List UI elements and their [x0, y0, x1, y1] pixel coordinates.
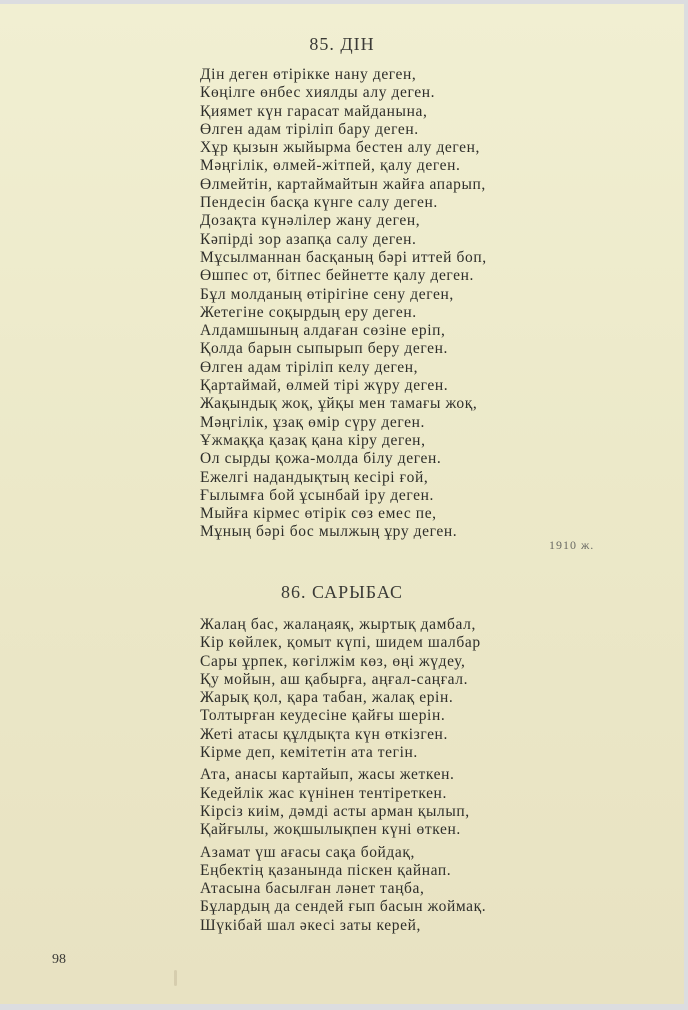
poem-line: Ғылымға бой ұсынбай іру деген.	[200, 486, 434, 504]
poem-date: 1910 ж.	[549, 538, 595, 552]
poem-title-85: 85. ДІН	[309, 34, 375, 54]
poem-line: Пендесін басқа күнге салу деген.	[200, 194, 438, 212]
poem-line: Жеті атасы құлдықта күн өткізген.	[200, 725, 448, 743]
poem-line: Қартаймай, өлмей тірі жүру деген.	[200, 377, 449, 395]
poem-85-body	[200, 66, 487, 542]
page-number: 98	[52, 952, 66, 967]
poem-line: Қайғылы, жоқшылықпен күні өткен.	[200, 821, 461, 839]
poem-line: Өлген адам тіріліп бару деген.	[200, 120, 419, 138]
poem-line: Кірсіз киім, дәмді асты арман қылып,	[200, 802, 470, 820]
poem-line: Кедейлік жас күнінен тентіреткен.	[200, 784, 447, 802]
poem-line: Ұжмаққа қазақ қана кіру деген,	[200, 431, 426, 449]
poem-line: Мұсылманнан басқаның бәрі иттей боп,	[200, 248, 487, 266]
poem-line: Жақындық жоқ, ұйқы мен тамағы жоқ,	[200, 395, 478, 413]
poem-line: Сары ұрпек, көгілжім көз, өңі жүдеу,	[200, 652, 466, 670]
poem-line: Хұр қызын жыйырма бестен алу деген,	[200, 139, 481, 157]
poem-line: Көңілге өнбес хиялды алу деген.	[200, 84, 436, 102]
poem-line: Мәңгілік, ұзақ өмір сүру деген.	[200, 413, 425, 431]
poem-line: Атасына басылған ләнет таңба,	[200, 880, 425, 898]
poem-line: Жетегіне соқырдың еру деген.	[200, 303, 417, 321]
poem-line: Бұлардың да сендей ғып басын жоймақ.	[200, 898, 487, 916]
poem-line: Бұл молданың өтірігіне сену деген,	[200, 285, 454, 303]
poem-line: Еңбектің қазанында піскен қайнап.	[200, 861, 452, 879]
book-page	[0, 4, 684, 1004]
poem-line: Қу мойын, аш қабырға, аңғал-саңғал.	[200, 670, 469, 688]
stanza	[200, 844, 486, 935]
poem-line: Өлмейтін, картаймайтын жайға апарып,	[200, 175, 486, 193]
poem-line: Ежелгі надандықтың кесірі ғой,	[200, 468, 429, 486]
poem-line: Шүкібай шал әкесі заты керей,	[200, 916, 421, 934]
poem-line: Кірме деп, кемітетін ата тегін.	[200, 744, 418, 762]
poem-line: Азамат үш ағасы сақа бойдақ,	[200, 843, 416, 861]
poem-line: Өлген адам тіріліп келу деген,	[200, 358, 419, 376]
poem-line: Мұның бәрі бос мылжың ұру деген.	[200, 523, 458, 541]
poem-line: Дозақта күнәлілер жану деген,	[200, 212, 421, 230]
poem-line: Дін деген өтірікке нану деген,	[200, 66, 417, 83]
poem-line: Қолда барын сыпырып беру деген.	[200, 340, 448, 358]
poem-line: Кір көйлек, қомыт күпі, шидем шалбар	[200, 634, 481, 652]
stanza	[200, 616, 486, 762]
poem-line: Толтырған кеудесіне қайғы шерін.	[200, 707, 446, 725]
poem-86-body	[200, 616, 486, 935]
stanza	[200, 766, 486, 839]
poem-line: Алдамшының алдаған сөзіне еріп,	[200, 322, 446, 340]
poem-line: Мәңгілік, өлмей-жітпей, қалу деген.	[200, 157, 461, 175]
poem-line: Кәпірді зор азапқа салу деген.	[200, 230, 417, 248]
poem-line: Қиямет күн гарасат майданына,	[200, 102, 428, 120]
poem-title-86: 86. САРЫБАС	[280, 582, 404, 602]
poem-line: Мыйға кірмес өтірік сөз емес пе,	[200, 505, 437, 523]
poem-line: Жалаң бас, жалаңаяқ, жыртық дамбал,	[200, 616, 476, 633]
poem-line: Ата, анасы картайып, жасы жеткен.	[200, 766, 455, 784]
poem-line: Жарық қол, қара табан, жалақ ерін.	[200, 689, 454, 707]
paper-blemish	[174, 970, 177, 986]
poem-line: Өшпес от, бітпес бейнетте қалу деген.	[200, 267, 475, 285]
poem-line: Ол сырды қожа-молда білу деген.	[200, 450, 442, 468]
